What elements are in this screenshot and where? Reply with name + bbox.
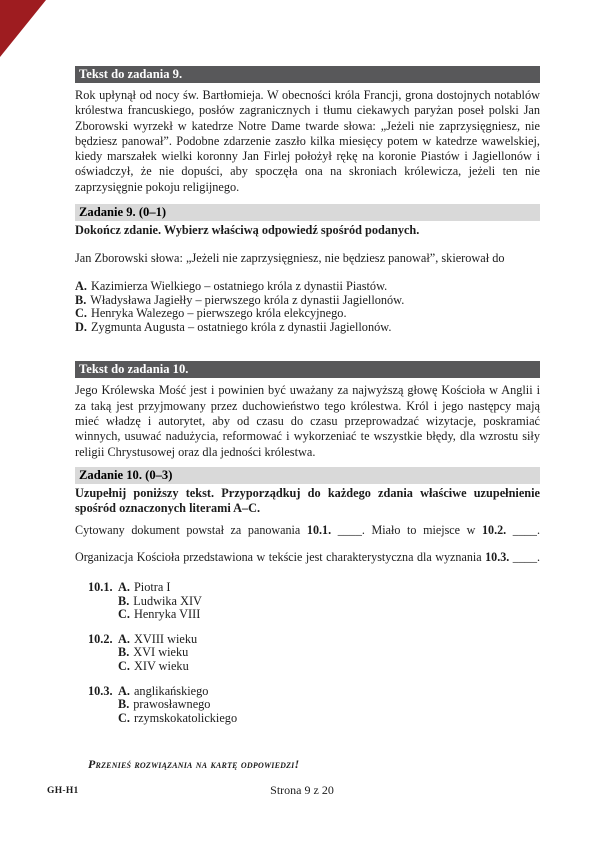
task10-1-option-b bbox=[118, 595, 540, 609]
group-label: 10.2. bbox=[88, 631, 113, 646]
task-header-10: Zadanie 10. (0–3) bbox=[75, 467, 540, 484]
option-letter: C. bbox=[75, 306, 87, 321]
task9-option-d bbox=[75, 321, 540, 335]
task9-option-a bbox=[75, 280, 540, 294]
fill-ref: 10.3. bbox=[485, 550, 510, 565]
source-header-10: Tekst do zadania 10. bbox=[75, 361, 540, 378]
option-text: Henryka Walezego – pierwszego króla elekcyjnego. bbox=[90, 306, 347, 321]
source-header-9: Tekst do zadania 9. bbox=[75, 66, 540, 83]
source-text-9: Rok upłynął od nocy św. Bartłomieja. W obecności króla Francji, grona dostojnych notablów królestwa francuskiego, posłów zagranicznych i tłumu ciekawych paryżan poseł polski Jan Zborowski wyrzekł w katedrze Notre Dame twarde słowa: „Jeżeli nie zaprzysięgniesz, nie będziesz panował”. Podobne zdarzenie zaszło kilka miesięcy potem w katedrze wawelskiej, kiedy marszałek wielki koronny Jan Firlej położył rękę na koronie Piastów i Jagiellonów i oświadczył, że nie dopuści, aby spoczęła ona na skroniach królewicza, jeżeli ten nie zaprzysięgnie pokoju religijnego. bbox=[75, 88, 540, 194]
page-corner-triangle bbox=[0, 0, 46, 57]
option-text: Władysława Jagiełły – pierwszego króla z dynastii Jagiellonów. bbox=[90, 292, 405, 307]
option-letter: C. bbox=[118, 710, 130, 725]
fill-blank: ____. bbox=[506, 522, 540, 537]
transfer-note: Przenieś rozwiązania na kartę odpowiedzi! bbox=[88, 757, 300, 771]
task9-instruction: Dokończ zdanie. Wybierz właściwą odpowiedź spośród podanych. bbox=[75, 223, 420, 238]
fill-text: Cytowany dokument powstał za panowania bbox=[75, 522, 307, 537]
task10-group-10-3 bbox=[88, 685, 540, 726]
option-letter: A. bbox=[118, 631, 130, 646]
option-text: Ludwika XIV bbox=[133, 593, 202, 608]
task-header-9: Zadanie 9. (0–1) bbox=[75, 204, 540, 221]
option-letter: D. bbox=[75, 319, 87, 334]
group-options bbox=[118, 581, 540, 622]
task9-stem: Jan Zborowski słowa: „Jeżeli nie zaprzysięgniesz, nie będziesz panował”, skierował do bbox=[75, 251, 505, 266]
option-text: XVI wieku bbox=[133, 645, 189, 660]
option-text: rzymskokatolickiego bbox=[133, 710, 238, 725]
task10-fill-line-1 bbox=[75, 523, 540, 538]
task9-option-c bbox=[75, 307, 540, 321]
fill-text: Organizacja Kościoła przedstawiona w tekście jest charakterystyczna dla wyznania bbox=[75, 550, 486, 565]
group-options bbox=[118, 685, 540, 726]
option-text: Piotra I bbox=[133, 580, 171, 595]
task10-2-option-a bbox=[118, 633, 540, 647]
option-text: Kazimierza Wielkiego – ostatniego króla z dynastii Piastów. bbox=[90, 279, 388, 294]
option-letter: C. bbox=[118, 659, 130, 673]
fill-ref: 10.2. bbox=[481, 522, 507, 537]
footer-page-number: Strona 9 z 20 bbox=[270, 783, 334, 797]
option-text: Zygmunta Augusta – ostatniego króla z dynastii Jagiellonów. bbox=[90, 319, 392, 334]
option-text: Henryka VIII bbox=[133, 607, 201, 622]
option-text: anglikańskiego bbox=[133, 683, 209, 698]
option-letter: C. bbox=[118, 607, 130, 622]
task10-group-10-2 bbox=[88, 633, 540, 674]
fill-ref: 10.1. bbox=[306, 522, 332, 537]
task10-group-10-1 bbox=[88, 581, 540, 622]
option-letter: B. bbox=[75, 292, 87, 307]
task10-1-option-a bbox=[118, 581, 540, 595]
source-text-10: Jego Królewska Mość jest i powinien być uważany za najwyższą głowę Kościoła w Anglii i za taką jest przyjmowany przez duchowieństwo tego królestwa. Król i jego następcy mają mieć władzę i autorytet, aby od czasu do czasu przeprowadzać wizytacje, poskramiać winnych, usuwać nadużycia, reformować i wykorzeniać te wszystkie błędy, dla wzrostu siły religii Chrystusowej oraz dla jedności królestwa. bbox=[75, 383, 540, 459]
option-text: prawosławnego bbox=[133, 697, 211, 712]
option-text: XIV wieku bbox=[133, 659, 189, 673]
option-letter: A. bbox=[118, 580, 130, 595]
task10-option-groups bbox=[88, 581, 540, 725]
page-content bbox=[75, 66, 540, 736]
task9-options bbox=[75, 280, 540, 334]
task10-3-option-c bbox=[118, 712, 540, 726]
group-options bbox=[118, 633, 540, 674]
option-text: XVIII wieku bbox=[133, 631, 198, 646]
group-label: 10.1. bbox=[88, 580, 113, 595]
option-letter: B. bbox=[118, 645, 130, 660]
task10-1-option-c bbox=[118, 608, 540, 622]
task10-2-option-b bbox=[118, 646, 540, 660]
task10-3-option-b bbox=[118, 698, 540, 712]
group-label: 10.3. bbox=[88, 683, 113, 698]
fill-blank: ____. bbox=[331, 522, 372, 537]
task9-option-b bbox=[75, 294, 540, 308]
task10-2-option-c bbox=[118, 660, 540, 674]
option-letter: A. bbox=[118, 683, 130, 698]
footer-exam-code: GH-H1 bbox=[47, 786, 79, 796]
task10-3-option-a bbox=[118, 685, 540, 699]
task10-fill-line-2 bbox=[75, 550, 540, 565]
fill-text: Miało to miejsce w bbox=[371, 522, 482, 537]
option-letter: B. bbox=[118, 697, 130, 712]
fill-blank: ____. bbox=[509, 550, 541, 565]
option-letter: A. bbox=[75, 279, 87, 294]
task10-instruction: Uzupełnij poniższy tekst. Przyporządkuj do każdego zdania właściwe uzupełnienie spośród oznaczonych literami A–C. bbox=[75, 485, 540, 515]
option-letter: B. bbox=[118, 593, 130, 608]
